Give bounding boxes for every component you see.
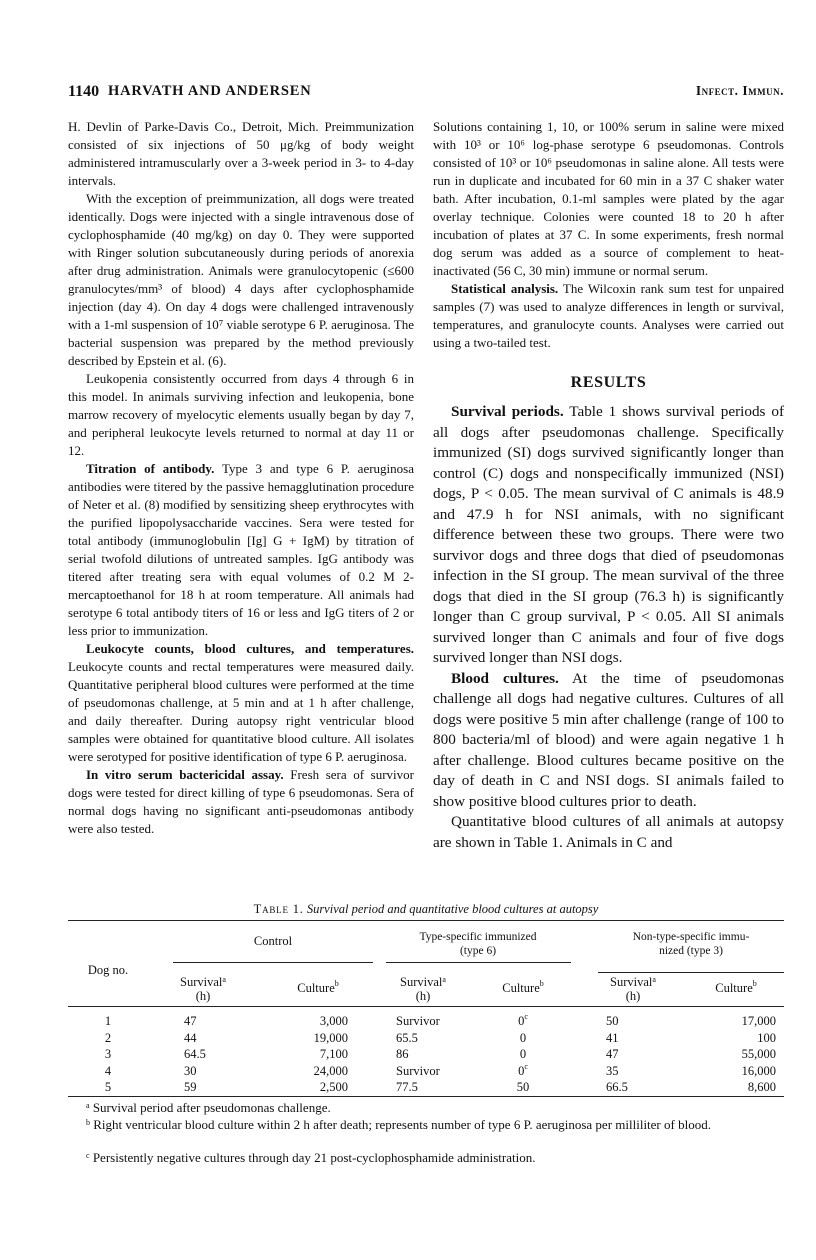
- header-control: Control: [253, 934, 293, 948]
- cell-value: 100: [757, 1030, 776, 1045]
- running-authors: HARVATH AND ANDERSEN: [108, 83, 312, 99]
- table-cell-dog: [68, 1080, 148, 1095]
- footnote-mark: a: [222, 975, 226, 984]
- table-cell-n-surv: [598, 1014, 676, 1029]
- subheader-culture: [268, 981, 368, 996]
- cell-value: 24,000: [313, 1063, 348, 1078]
- paragraph-text: Fresh sera of survivor dogs were tested for direct killing of type 6 pseudomonas. Sera of normal dogs having no significant anti-pseudomonas antibody were also tested.: [68, 767, 414, 836]
- cell-value: 17,000: [741, 1014, 776, 1028]
- table-bottom-rule: [68, 1096, 784, 1097]
- paragraph: Solutions containing 1, 10, or 100% serum in saline were mixed with 10³ or 10⁶ log-phase serotype 6 pseudomonas. Controls consisted of 10³ or 10⁶ pseudomonas in saline alone. All tests were run in duplicate and incubated for 60 min in a 37 C shaker water bath. After incubation, 0.1-ml samples were plated by the agar overlay technique. Colonies were counted 18 to 20 h after incubation of plates at 37 C. In some experiments, fresh normal dog serum was added as a source of complement to heat-inactivated (56 C, 30 min) immune or normal serum.: [433, 119, 784, 278]
- table-cell-n-surv: [598, 1064, 676, 1079]
- table-cell-c-surv: [176, 1064, 244, 1079]
- subheader-unit: (h): [625, 989, 641, 1003]
- footnote-mark: a: [442, 975, 446, 984]
- subheader-text: Culture: [715, 981, 753, 995]
- table-cell-c-cult: [268, 1047, 368, 1062]
- table-cell-s-cult: [478, 1014, 568, 1029]
- subheader-text: Culture: [502, 981, 540, 995]
- left-column: [68, 118, 414, 838]
- cell-value: 64.5: [184, 1047, 206, 1061]
- cell-value: 66.5: [606, 1080, 628, 1094]
- cell-value: 7,100: [319, 1047, 348, 1061]
- group-rule: [386, 962, 571, 963]
- cell-value: 44: [184, 1030, 197, 1045]
- paragraph-text: Table 1 shows survival periods of all dogs after pseudomonas challenge. Specifically immunized (SI) dogs survived significantly longer than control (C) dogs and nonspecifically immunized (NSI) dogs, P < 0.05. The mean survival of C animals is 48.9 and 47.9 h for NSI animals, with no significant difference between these two groups. There were two survivor dogs and three dogs that died of pseudomonas infection in the SI group. The mean survival of the three dogs that died in the SI group (76.3 h) is significantly longer than C group survival, P < 0.05. All SI animals survived longer than C animals and four of five dogs survived longer than NSI dogs.: [433, 403, 784, 666]
- subheader-culture: [478, 981, 568, 996]
- cell-value: 47: [606, 1047, 619, 1061]
- cell-value: 59: [184, 1080, 197, 1094]
- paragraph-text: Leukocyte counts and rectal temperatures were measured daily. Quantitative peripheral blood cultures were performed at the time of pseudomonas challenge, at 5 min and at 1 h after challenge, and daily thereafter. During autopsy right ventricular blood samples were obtained for quantitative blood culture. All isolates were serotyped for positive identification of type 6 P. aeruginosa.: [68, 659, 414, 764]
- footnote-mark: b: [86, 1118, 90, 1127]
- cell-value: 30: [184, 1063, 197, 1078]
- table-cell-n-cult: [688, 1064, 784, 1079]
- table-cell-n-cult: [688, 1080, 784, 1095]
- cell-value: 16,000: [741, 1063, 776, 1078]
- page-number: 1140: [68, 83, 100, 100]
- header-bottom-rule: [68, 1006, 784, 1007]
- paragraph: With the exception of preimmunization, all dogs were treated identically. Dogs were injected with a single intravenous dose of cyclophosphamide (40 mg/kg) on day 0. They were supported with Ringer solution subcutaneously during periods of anorexia after drug administration. Animals were granulocytopenic (≤600 granulocytes/mm³ of blood) 4 days after cyclophosphamide injection (day 4). On day 4 dogs were challenged intravenously with a 1-ml suspension of 10⁷ viable serotype 6 P. aeruginosa. The bacterial suspension was prepared by the method previously described by Epstein et al. (6).: [68, 191, 414, 368]
- cell-value: 5: [104, 1080, 112, 1094]
- footnote-text: Survival period after pseudomonas challenge.: [92, 1100, 331, 1115]
- subheader-culture: [688, 981, 784, 996]
- footnote-text: Persistently negative cultures through day 21 post-cyclophosphamide administration.: [92, 1150, 536, 1165]
- footnote-b: [68, 1117, 784, 1133]
- footnote-mark: b: [752, 979, 757, 988]
- table-cell-c-cult: [268, 1064, 368, 1079]
- paragraph: [433, 402, 784, 669]
- cell-value: 4: [104, 1063, 112, 1078]
- table-cell-dog: [68, 1047, 148, 1062]
- table-cell-n-surv: [598, 1080, 676, 1095]
- paragraph: H. Devlin of Parke-Davis Co., Detroit, Mich. Preimmunization consisted of six injections of 50 μg/kg of body weight administered intramuscularly over a 3-week period in 3- to 4-day intervals.: [68, 119, 414, 188]
- table-cell-s-cult: [478, 1047, 568, 1062]
- run-in-heading: Leukocyte counts, blood cultures, and temperatures.: [86, 641, 414, 656]
- cell-value: 50: [606, 1014, 619, 1028]
- table-cell-s-surv: [388, 1080, 466, 1095]
- cell-value: 0: [519, 1030, 527, 1045]
- table-cell-n-cult: [688, 1047, 784, 1062]
- cell-value: 55,000: [741, 1047, 776, 1061]
- table-cell-dog: [68, 1031, 148, 1046]
- table-cell-n-surv: [598, 1047, 676, 1062]
- cell-value: 19,000: [313, 1030, 348, 1045]
- table-cell-s-surv: [388, 1047, 466, 1062]
- header-non-type-specific: [598, 930, 784, 958]
- cell-value: 2,500: [319, 1080, 348, 1094]
- table-cell-c-surv: [176, 1080, 244, 1095]
- subheader-survival: [598, 975, 668, 1003]
- header-type-specific: [388, 930, 568, 958]
- cell-value: 65.5: [396, 1030, 418, 1045]
- footnote-mark: b: [334, 979, 339, 988]
- subheader-unit: (h): [415, 989, 431, 1003]
- subheader-text: Survival: [610, 975, 653, 989]
- journal-name: Infect. Immun.: [695, 83, 784, 98]
- run-in-heading: Blood cultures.: [451, 669, 559, 687]
- running-header: [68, 83, 784, 105]
- run-in-heading: Survival periods.: [451, 403, 564, 420]
- header-line: Non-type-specific immu-: [632, 931, 750, 943]
- paragraph: Quantitative blood cultures of all animals at autopsy are shown in Table 1. Animals in C and: [433, 813, 784, 851]
- paragraph-text: Type 3 and type 6 P. aeruginosa antibodies were titered by the passive hemagglutination procedure of Neter et al. (8) modified by sensitizing sheep erythrocytes with the purified lipopolysaccharide vaccines. Sera were tested for total antibody (immunoglobulin [Ig] G + IgM) by titration of serial twofold dilutions of untreated samples. IgG antibody was titered after treating sera with equal volumes of 0.2 M 2-mercaptoethanol for 18 h at room temperature. All animals had serotype 6 total antibody titers of 16 or less and IgG titers of 2 or less prior to immunization.: [68, 461, 414, 638]
- group-rule: [598, 972, 784, 973]
- cell-value: 0: [519, 1047, 527, 1061]
- cell-value: 3,000: [319, 1014, 348, 1028]
- table-cell-c-surv: [176, 1031, 244, 1046]
- subheader-text: Survival: [180, 975, 223, 989]
- cell-value: 35: [606, 1063, 619, 1078]
- footnote-mark: c: [524, 1061, 528, 1071]
- cell-value: 0: [518, 1063, 525, 1078]
- cell-value: 3: [104, 1047, 112, 1061]
- table-cell-s-cult: [478, 1031, 568, 1046]
- paragraph: Leukopenia consistently occurred from days 4 through 6 in this model. In animals surviving infection and leukopenia, bone marrow recovery of myelocytic elements usually began by day 7, and peripheral leukocyte levels returned to normal at day 11 or 12.: [68, 371, 414, 458]
- section-heading: RESULTS: [570, 374, 647, 391]
- paragraph: [433, 280, 784, 352]
- cell-value: 1: [104, 1014, 112, 1028]
- table-cell-dog: [68, 1064, 148, 1079]
- footnote-mark: b: [539, 979, 544, 988]
- header-dog-no: Dog no.: [87, 963, 129, 977]
- cell-value: Survivor: [396, 1014, 440, 1028]
- table-cell-s-cult: [478, 1061, 568, 1079]
- table-cell-c-surv: [176, 1047, 244, 1062]
- run-in-heading: In vitro serum bactericidal assay.: [86, 767, 284, 782]
- table-cell-s-surv: [388, 1031, 466, 1046]
- header-line: nized (type 3): [659, 945, 723, 957]
- cell-value: 77.5: [396, 1080, 418, 1094]
- cell-value: 86: [396, 1047, 409, 1061]
- subheader-survival: [388, 975, 458, 1003]
- table-cell-s-surv: [388, 1014, 466, 1029]
- subheader-text: Culture: [297, 981, 335, 995]
- footnote-mark: c: [524, 1012, 528, 1021]
- group-rule: [173, 962, 373, 963]
- table-cell-n-cult: [688, 1014, 784, 1029]
- table-label: Table 1.: [253, 902, 304, 916]
- footnote-a: [68, 1100, 784, 1116]
- header-line: (type 6): [459, 945, 497, 957]
- footnote-mark: c: [86, 1151, 90, 1160]
- footnote-mark: a: [86, 1101, 90, 1110]
- footnote-text: Right ventricular blood culture within 2 h after death; represents number of type 6 P. aeruginosa per milliliter of blood.: [93, 1117, 711, 1132]
- subheader-survival: [173, 975, 233, 1003]
- table-cell-c-surv: [176, 1014, 244, 1029]
- paragraph: [68, 766, 414, 838]
- paragraph: [68, 640, 414, 766]
- paragraph: [433, 669, 784, 813]
- cell-value: 8,600: [747, 1080, 776, 1094]
- table-cell-n-surv: [598, 1031, 676, 1046]
- footnote-c: [68, 1150, 784, 1166]
- subheader-unit: (h): [195, 989, 211, 1003]
- table-cell-dog: [68, 1014, 148, 1029]
- paragraph-text: The Wilcoxin rank sum test for unpaired samples (7) was used to analyze differences in length or survival, temperatures, and granulocyte counts. Analyses were carried out using a two-tailed test.: [433, 281, 784, 350]
- run-in-heading: Titration of antibody.: [86, 461, 215, 476]
- cell-value: 50: [516, 1080, 530, 1094]
- table-caption: [68, 902, 784, 917]
- cell-value: 0: [518, 1014, 525, 1028]
- subheader-text: Survival: [400, 975, 443, 989]
- cell-value: 41: [606, 1030, 619, 1045]
- table-cell-s-surv: [388, 1064, 466, 1079]
- table-cell-c-cult: [268, 1080, 368, 1095]
- paragraph-text: At the time of pseudomonas challenge all dogs had negative cultures. Cultures of all dogs were positive 5 min after challenge (range of 100 to 800 bacteria/ml of blood) and were again negative 1 h after challenge. Blood cultures became positive on the day of death in C and NSI dogs. SI animals failed to show positive blood cultures prior to death.: [433, 669, 784, 810]
- table-cell-s-cult: [478, 1080, 568, 1095]
- table-cell-c-cult: [268, 1031, 368, 1046]
- table-cell-c-cult: [268, 1014, 368, 1029]
- cell-value: Survivor: [396, 1063, 440, 1078]
- table-title: Survival period and quantitative blood cultures at autopsy: [306, 902, 599, 916]
- run-in-heading: Statistical analysis.: [451, 281, 559, 296]
- table-cell-n-cult: [688, 1031, 784, 1046]
- table-top-rule: [68, 920, 784, 921]
- cell-value: 2: [104, 1030, 112, 1045]
- paragraph: [68, 460, 414, 640]
- cell-value: 47: [184, 1014, 197, 1028]
- header-line: Type-specific immunized: [419, 931, 537, 943]
- footnote-mark: a: [652, 975, 656, 984]
- right-column: [433, 118, 784, 853]
